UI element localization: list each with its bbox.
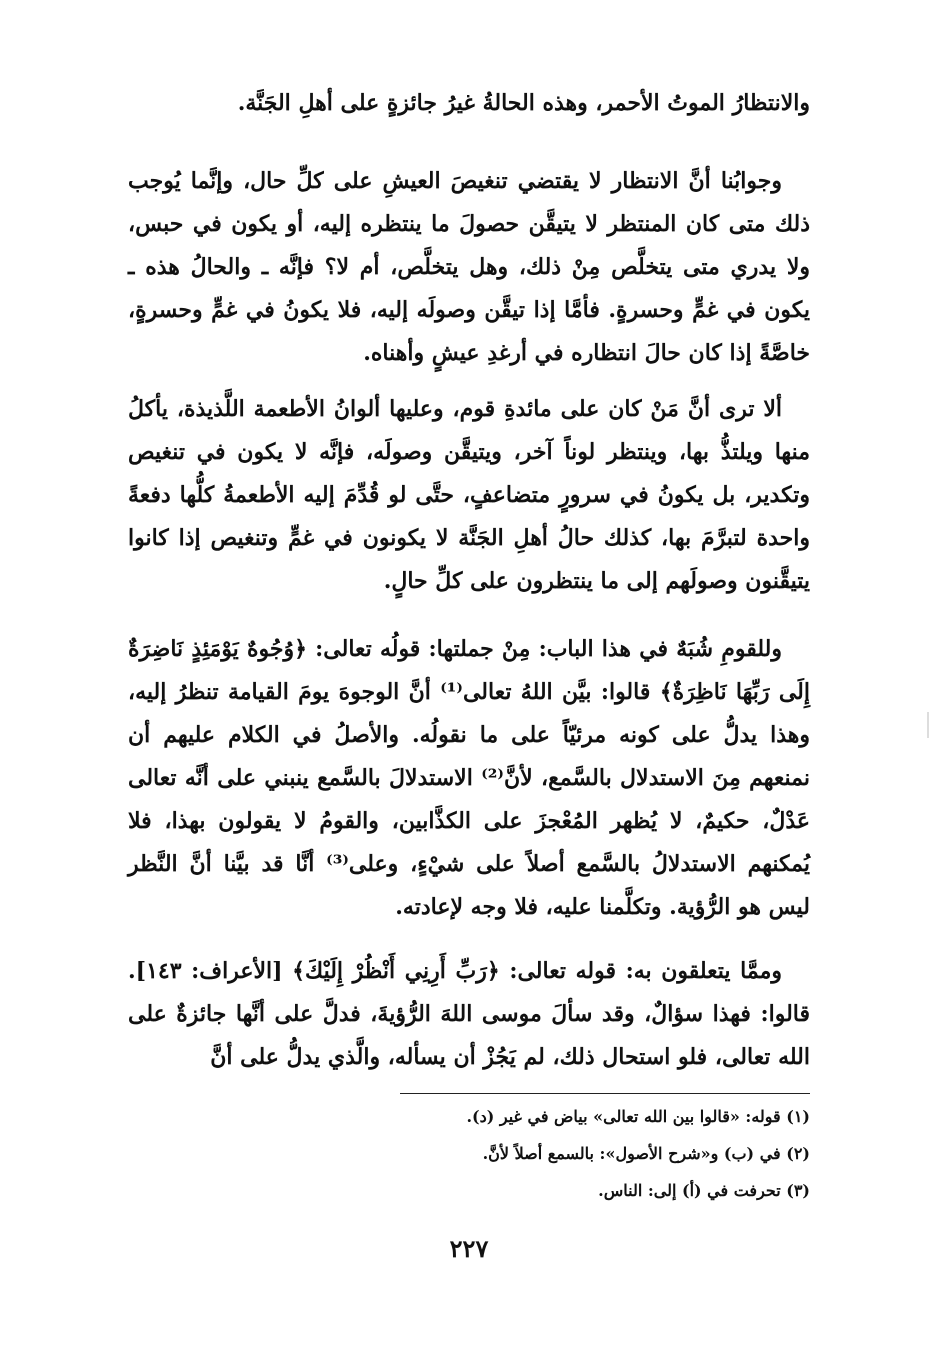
footnote-divider [400, 1093, 810, 1094]
paragraph-3-block [128, 388, 810, 603]
page-number: ٢٢٧ [449, 1234, 489, 1263]
paragraph-4-block [128, 628, 810, 929]
footnotes [128, 1098, 810, 1209]
paragraph-2-block [128, 160, 810, 375]
scan-mark [927, 712, 929, 738]
paragraph-1-block [128, 82, 810, 125]
paragraph: وللقومِ شُبَهٌ في هذا الباب: مِنْ جملتها: قولُه تعالى: ﴿وُجُوهٌ يَوْمَئِذٍ نَاضِرَةٌ إِلَى رَبِّهَا نَاظِرَةٌ﴾ قالوا: بيَّن اللهُ تعالى⁽¹⁾ أنَّ الوجوهَ يومَ القيامة تنظرُ إليه، وهذا يدلُّ على كونه مرئيّاً على ما نقولُه. والأصلُ في الكلام عليهم أن نمنعهم مِنَ الاستدلال بالسَّمع، لأنَّ⁽²⁾ الاستدلالَ بالسَّمع ينبني على أنَّه تعالى عَدْلٌ، حكيمٌ، لا يُظهر المُعْجزَ على الكذَّابين، والقومُ لا يقولون بهذا، فلا يُمكنهم الاستدلالُ بالسَّمع أصلاً على شيْءٍ، وعلى⁽³⁾ أنَّا قد بيَّنا أنَّ النَّظر ليس هو الرُّؤية. وتكلَّمنا عليه، فلا وجه لإعادته. [128, 636, 810, 920]
footnote-2: (٢) في (ب) و«شرح الأصول»: بالسمع أصلاً لأنَّ. [482, 1144, 810, 1163]
paragraph: وممَّا يتعلقون به: قوله تعالى: ﴿رَبِّ أَرِنِي أَنْظُرْ إِلَيْكَ﴾ [الأعراف: ١٤٣]. قالوا: فهذا سؤالٌ، وقد سألَ موسى اللهَ الرُّؤيةَ، فدلَّ على أنَّها جائزةٌ على الله تعالى، فلو استحال ذلك، لم يَجُزْ أن يسأله، والَّذي يدلُّ على أنَّ [128, 958, 810, 1070]
footnote-1: (١) قوله: «قالوا بين الله تعالى» بياض في غير (د). [466, 1107, 810, 1126]
paragraph: والانتظارُ الموتُ الأحمر، وهذه الحالةُ غيرُ جائزةٍ على أهلِ الجَنَّة. [237, 90, 810, 116]
paragraph: ألا ترى أنَّ مَنْ كان على مائدةِ قوم، وعليها ألوانُ الأطعمة اللَّذيذة، يأكلُ منها ويلتذُّ بها، وينتظر لوناً آخر، ويتيقَّن وصولَه، فإنَّه لا يكون في تنغيص وتكدير، بل يكونُ في سرورٍ متضاعفٍ، حتَّى لو قُدِّمَ إليه الأطعمةُ كلُّها دفعةً واحدة لتبرَّمَ بها، كذلك حالُ أهلِ الجَنَّة لا يكونون في غمٍّ وتنغيص إذا كانوا يتيقَّنون وصولَهم إلى ما ينتظرون على كلِّ حالٍ. [128, 396, 810, 594]
footnote-3: (٣) تحرفت في (أ) إلى: الناس. [598, 1181, 810, 1200]
paragraph-5-block [128, 950, 810, 1079]
paragraph: وجوابُنا أنَّ الانتظار لا يقتضي تنغيصَ العيشِ على كلِّ حال، وإنَّما يُوجب ذلك متى كان المنتظر لا يتيقَّن حصولَ ما ينتظره إليه، أو يكون في حبس، ولا يدري متى يتخلَّص مِنْ ذلك، وهل يتخلَّص، أم لا؟ فإنَّه ـ والحالُ هذه ـ يكون في غمٍّ وحسرةٍ. فأمَّا إذا تيقَّن وصولَه إليه، فلا يكونُ في غمٍّ وحسرةٍ، خاصَّةً إذا كان حالَ انتظاره في أرغدِ عيشٍ وأهناه. [128, 168, 810, 366]
